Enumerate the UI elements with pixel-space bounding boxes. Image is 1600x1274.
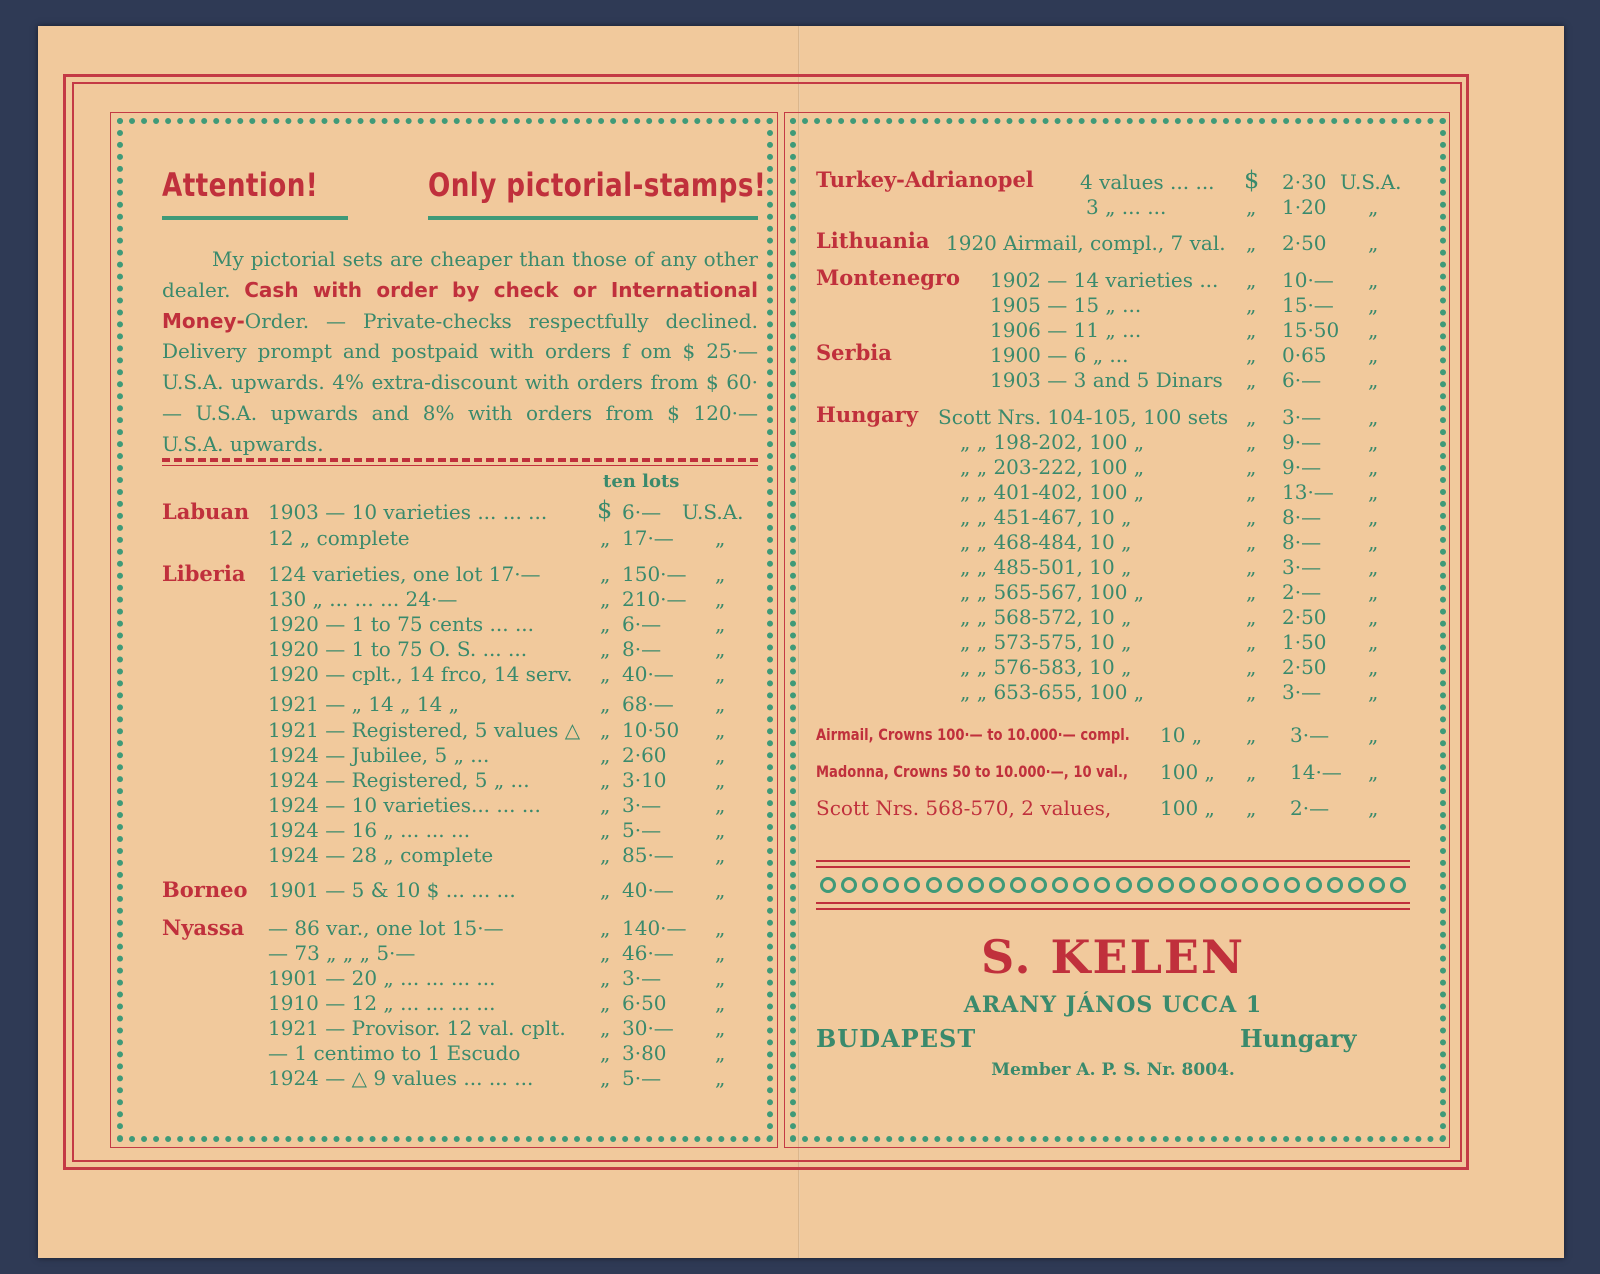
extra-row-label: Airmail, Crowns 100·— to 10.000·— compl.: [816, 725, 1130, 744]
row-description: 1921 — Registered, 5 values △: [268, 718, 581, 742]
row-price: 150·—: [622, 562, 687, 586]
row-lot-mark: $: [597, 496, 613, 524]
row-lot-mark: „: [1246, 480, 1257, 504]
extra-row-qty: 100 „: [1160, 796, 1215, 820]
row-price: 3·—: [1282, 680, 1322, 704]
row-lot-mark: „: [1246, 605, 1257, 629]
row-unit: „: [715, 966, 726, 990]
row-price: 6·50: [622, 991, 667, 1015]
row-price: 3·—: [1282, 555, 1322, 579]
row-unit: „: [1368, 293, 1379, 317]
row-lot-mark: „: [600, 916, 611, 940]
row-price: 210·—: [622, 587, 687, 611]
row-lot-mark: „: [1246, 368, 1257, 392]
row-unit: „: [715, 612, 726, 636]
row-description: 1901 — 5 & 10 $ ... ... ...: [268, 878, 516, 902]
row-unit: „: [1368, 505, 1379, 529]
row-description: „ „ 576-583, 10 „: [960, 655, 1132, 679]
row-price: 2·50: [1282, 655, 1327, 679]
row-price: 6·—: [1282, 368, 1322, 392]
row-lot-mark: „: [600, 878, 611, 902]
row-price: 9·—: [1282, 430, 1322, 454]
chain-top-line: [816, 860, 1410, 862]
extra-row-label: Madonna, Crowns 50 to 10.000·—, 10 val.,: [816, 762, 1129, 781]
row-description: 1903 — 3 and 5 Dinars: [990, 368, 1223, 392]
row-description: 1924 — 16 „ ... ... ...: [268, 818, 471, 842]
row-description: 1903 — 10 varieties ... ... ...: [268, 500, 548, 524]
row-lot-mark: „: [1246, 680, 1257, 704]
row-unit: „: [715, 818, 726, 842]
row-price: 8·—: [1282, 505, 1322, 529]
row-description: 1924 — 10 varieties... ... ...: [268, 793, 541, 817]
row-price: 15·50: [1282, 318, 1340, 342]
ten-lots-header: ten lots: [603, 471, 680, 492]
row-description: 1920 Airmail, compl., 7 val.: [946, 231, 1226, 255]
row-description: 1924 — Jubilee, 5 „ ...: [268, 743, 490, 767]
row-description: 1920 — 1 to 75 O. S. ... ...: [268, 637, 528, 661]
row-unit: „: [1368, 318, 1379, 342]
heading-attention: Attention!: [162, 166, 319, 204]
row-description: 1900 — 6 „ ...: [990, 343, 1129, 367]
country-label: Serbia: [816, 340, 892, 365]
row-description: 130 „ ... ... ... 24·—: [268, 587, 458, 611]
row-unit: „: [1368, 580, 1379, 604]
row-description: „ „ 401-402, 100 „: [960, 480, 1145, 504]
row-lot-mark: „: [600, 1016, 611, 1040]
row-price: 3·—: [1282, 405, 1322, 429]
row-price: 3·10: [622, 768, 667, 792]
separator-dashes: [162, 458, 758, 462]
country-label: Hungary: [816, 402, 918, 427]
row-price: 0·65: [1282, 343, 1327, 367]
row-price: 6·—: [622, 612, 662, 636]
row-lot-mark: „: [600, 692, 611, 716]
row-unit: „: [1368, 368, 1379, 392]
row-price: 30·—: [622, 1016, 674, 1040]
row-lot-mark: „: [1246, 455, 1257, 479]
row-description: 1905 — 15 „ ...: [990, 293, 1142, 317]
heading-pictorial-underline: [428, 216, 758, 220]
country-label: Labuan: [162, 499, 250, 524]
row-price: 2·30: [1282, 170, 1327, 194]
row-unit: „: [715, 843, 726, 867]
row-unit: U.S.A.: [682, 500, 744, 524]
row-lot-mark: „: [1246, 343, 1257, 367]
separator-line: [162, 465, 758, 466]
row-unit: „: [715, 692, 726, 716]
row-price: 46·—: [622, 941, 674, 965]
extra-row-label: Scott Nrs. 568-570, 2 values,: [816, 796, 1112, 820]
row-unit: „: [1368, 760, 1379, 784]
chain-bottom-line: [816, 908, 1410, 910]
row-price: 9·—: [1282, 455, 1322, 479]
row-price: 140·—: [622, 916, 687, 940]
row-price: 8·—: [622, 637, 662, 661]
row-unit: „: [1368, 555, 1379, 579]
row-lot-mark: „: [1246, 760, 1257, 784]
intro-paragraph: [162, 244, 758, 460]
row-price: 68·—: [622, 692, 674, 716]
country-label: Liberia: [162, 561, 246, 586]
dealer-street: ARANY JÁNOS UCCA 1: [963, 992, 1263, 1018]
row-description: 1906 — 11 „ ...: [990, 318, 1142, 342]
extra-row-qty: 100 „: [1160, 760, 1215, 784]
row-price: 8·—: [1282, 530, 1322, 554]
row-unit: „: [1368, 655, 1379, 679]
row-lot-mark: „: [1246, 655, 1257, 679]
row-description: 1920 — cplt., 14 frco, 14 serv.: [268, 662, 573, 686]
row-unit: „: [1368, 680, 1379, 704]
heading-attention-underline: [162, 216, 348, 220]
row-lot-mark: „: [1246, 430, 1257, 454]
row-description: „ „ 198-202, 100 „: [960, 430, 1145, 454]
dealer-name: S. KELEN: [980, 930, 1246, 984]
row-price: 40·—: [622, 878, 674, 902]
intro-bold: Cash with order by check or International Money-: [162, 277, 758, 333]
row-description: Scott Nrs. 104-105, 100 sets: [938, 405, 1229, 429]
row-lot-mark: „: [1246, 293, 1257, 317]
row-lot-mark: „: [600, 562, 611, 586]
row-lot-mark: „: [600, 587, 611, 611]
row-description: 1921 — „ 14 „ 14 „: [268, 692, 460, 716]
row-lot-mark: „: [1246, 796, 1257, 820]
row-description: „ „ 451-467, 10 „: [960, 505, 1132, 529]
row-price: 5·—: [622, 1066, 662, 1090]
row-description: 1924 — 28 „ complete: [268, 843, 494, 867]
row-price: 2·—: [1290, 796, 1330, 820]
row-description: „ „ 485-501, 10 „: [960, 555, 1132, 579]
row-unit: „: [1368, 605, 1379, 629]
row-lot-mark: „: [1246, 231, 1257, 255]
row-description: — 73 „ „ „ 5·—: [268, 941, 416, 965]
row-description: 1924 — △ 9 values ... ... ...: [268, 1066, 534, 1090]
row-lot-mark: „: [1246, 195, 1257, 219]
row-price: 6·—: [622, 500, 662, 524]
row-unit: „: [1368, 195, 1379, 219]
row-price: 5·—: [622, 818, 662, 842]
row-description: 1910 — 12 „ ... ... ... ...: [268, 991, 496, 1015]
row-lot-mark: „: [600, 941, 611, 965]
row-unit: „: [715, 662, 726, 686]
country-label: Borneo: [162, 877, 248, 902]
row-unit: „: [715, 793, 726, 817]
row-lot-mark: „: [600, 991, 611, 1015]
row-unit: „: [1368, 343, 1379, 367]
row-unit: „: [715, 743, 726, 767]
row-price: 3·—: [1290, 723, 1330, 747]
row-description: 1901 — 20 „ ... ... ... ...: [268, 966, 496, 990]
row-price: 3·—: [622, 966, 662, 990]
row-description: — 1 centimo to 1 Escudo: [268, 1041, 521, 1065]
row-unit: „: [715, 1066, 726, 1090]
row-unit: „: [1368, 480, 1379, 504]
row-unit: „: [1368, 455, 1379, 479]
row-lot-mark: „: [1246, 530, 1257, 554]
row-price: 3·—: [622, 793, 662, 817]
intro-text-1: My pictorial sets are cheaper than those of any other dealer.: [162, 247, 758, 302]
row-lot-mark: „: [600, 768, 611, 792]
row-description: „ „ 468-484, 10 „: [960, 530, 1132, 554]
row-lot-mark: „: [600, 1066, 611, 1090]
row-price: 17·—: [622, 526, 674, 550]
row-lot-mark: „: [1246, 555, 1257, 579]
row-description: „ „ 565-567, 100 „: [960, 580, 1145, 604]
row-lot-mark: „: [600, 637, 611, 661]
row-lot-mark: „: [1246, 505, 1257, 529]
row-price: 2·—: [1282, 580, 1322, 604]
dealer-country: Hungary: [1240, 1024, 1357, 1053]
row-unit: „: [715, 1041, 726, 1065]
row-lot-mark: $: [1244, 166, 1260, 194]
row-description: „ „ 568-572, 10 „: [960, 605, 1132, 629]
row-description: 124 varieties, one lot 17·—: [268, 562, 541, 586]
row-unit: „: [1368, 405, 1379, 429]
decorative-chain-border: [816, 866, 1410, 904]
row-unit: „: [1368, 530, 1379, 554]
row-lot-mark: „: [600, 612, 611, 636]
row-lot-mark: „: [1246, 580, 1257, 604]
row-price: 10·—: [1282, 268, 1334, 292]
row-description: 1921 — Provisor. 12 val. cplt.: [268, 1016, 566, 1040]
row-description: 12 „ complete: [268, 526, 410, 550]
intro-text-2: Order. — Private-checks respectfully declined. Delivery prompt and postpaid with orders f om $ 25·— U.S.A. upwards. 4% extra-discount with orders from $ 60·— U.S.A. upwards and 8% with orders from $ 120·— U.S.A. upwards.: [162, 308, 758, 456]
dealer-member: Member A. P. S. Nr. 8004.: [991, 1060, 1235, 1080]
row-description: 1902 — 14 varieties ...: [990, 268, 1219, 292]
row-description: 1920 — 1 to 75 cents ... ...: [268, 612, 535, 636]
row-price: 13·—: [1282, 480, 1334, 504]
row-price: 40·—: [622, 662, 674, 686]
row-price: 85·—: [622, 843, 674, 867]
row-lot-mark: „: [600, 966, 611, 990]
row-unit: „: [715, 916, 726, 940]
row-description: 3 „ ... ...: [1086, 195, 1167, 219]
row-description: 4 values ... ...: [1080, 170, 1215, 194]
row-price: 1·50: [1282, 630, 1327, 654]
row-price: 3·80: [622, 1041, 667, 1065]
row-unit: „: [715, 637, 726, 661]
row-unit: „: [1368, 430, 1379, 454]
row-lot-mark: „: [600, 526, 611, 550]
dealer-city: BUDAPEST: [816, 1024, 977, 1053]
country-label: Montenegro: [816, 265, 960, 290]
row-unit: „: [715, 526, 726, 550]
row-unit: „: [715, 587, 726, 611]
row-lot-mark: „: [600, 662, 611, 686]
row-unit: „: [1368, 268, 1379, 292]
row-unit: „: [715, 878, 726, 902]
row-lot-mark: „: [1246, 723, 1257, 747]
row-price: 2·50: [1282, 231, 1327, 255]
row-description: 1924 — Registered, 5 „ ...: [268, 768, 530, 792]
row-price: 10·50: [622, 718, 680, 742]
row-unit: U.S.A.: [1340, 170, 1402, 194]
row-lot-mark: „: [600, 818, 611, 842]
country-label: Lithuania: [816, 228, 930, 253]
extra-row-qty: 10 „: [1160, 723, 1203, 747]
row-unit: „: [715, 941, 726, 965]
row-price: 2·50: [1282, 605, 1327, 629]
row-price: 2·60: [622, 743, 667, 767]
row-description: „ „ 203-222, 100 „: [960, 455, 1145, 479]
row-lot-mark: „: [600, 843, 611, 867]
row-price: 1·20: [1282, 195, 1327, 219]
row-lot-mark: „: [1246, 630, 1257, 654]
row-price: 15·—: [1282, 293, 1334, 317]
row-description: „ „ 573-575, 10 „: [960, 630, 1132, 654]
row-lot-mark: „: [600, 1041, 611, 1065]
row-unit: „: [715, 991, 726, 1015]
row-unit: „: [1368, 231, 1379, 255]
row-price: 14·—: [1290, 760, 1342, 784]
row-lot-mark: „: [1246, 405, 1257, 429]
row-unit: „: [1368, 630, 1379, 654]
row-unit: „: [1368, 796, 1379, 820]
row-unit: „: [1368, 723, 1379, 747]
country-label: Turkey-Adrianopel: [816, 167, 1034, 192]
row-description: „ „ 653-655, 100 „: [960, 680, 1145, 704]
row-lot-mark: „: [600, 743, 611, 767]
row-lot-mark: „: [600, 793, 611, 817]
row-unit: „: [715, 718, 726, 742]
row-lot-mark: „: [1246, 268, 1257, 292]
heading-pictorial: Only pictorial-stamps!: [428, 166, 767, 204]
country-label: Nyassa: [162, 915, 245, 940]
row-description: — 86 var., one lot 15·—: [268, 916, 504, 940]
row-lot-mark: „: [1246, 318, 1257, 342]
row-lot-mark: „: [600, 718, 611, 742]
row-unit: „: [715, 1016, 726, 1040]
row-unit: „: [715, 562, 726, 586]
row-unit: „: [715, 768, 726, 792]
